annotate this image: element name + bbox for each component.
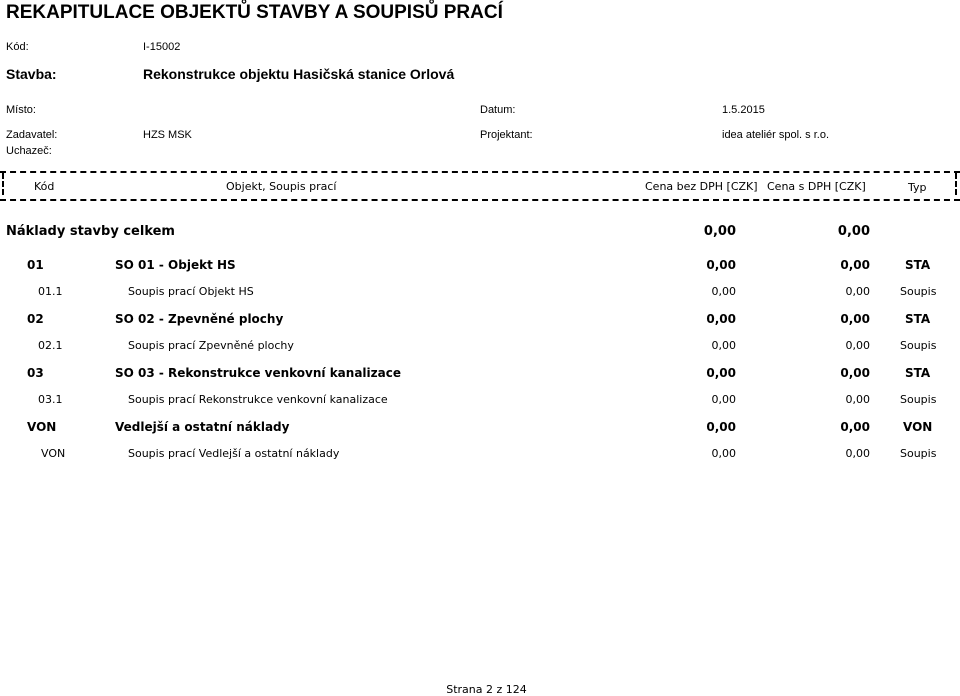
col-header-objekt: Objekt, Soupis prací <box>226 180 337 193</box>
table-row-name: Soupis prací Objekt HS <box>128 285 254 298</box>
table-row-kod: 02.1 <box>38 339 63 352</box>
col-header-cena-bez: Cena bez DPH [CZK] <box>645 180 758 193</box>
stavba-value: Rekonstrukce objektu Hasičská stanice Orlová <box>143 66 455 82</box>
table-row-typ: STA <box>905 258 931 272</box>
table-row-cena-s: 0,00 <box>840 420 870 434</box>
table-row-typ: Soupis <box>900 447 937 460</box>
header-right-border <box>955 173 957 195</box>
table-row-cena-bez: 0,00 <box>711 393 736 406</box>
table-row-name: Soupis prací Zpevněné plochy <box>128 339 294 352</box>
kod-label: Kód: <box>6 41 29 53</box>
table-row-cena-s: 0,00 <box>845 339 870 352</box>
total-cena-s: 0,00 <box>837 224 870 239</box>
table-row-kod: 03 <box>27 366 44 380</box>
datum-label: Datum: <box>480 104 516 116</box>
stavba-label: Stavba: <box>6 66 57 82</box>
total-label: Náklady stavby celkem <box>6 224 175 239</box>
table-row-kod: VON <box>27 420 57 434</box>
table-row-cena-s: 0,00 <box>845 393 870 406</box>
table-row-kod: 03.1 <box>38 393 63 406</box>
table-row-cena-bez: 0,00 <box>711 447 736 460</box>
table-row-cena-bez: 0,00 <box>711 339 736 352</box>
table-row-typ: Soupis <box>900 339 937 352</box>
table-row-name: SO 03 - Rekonstrukce venkovní kanalizace <box>115 366 401 380</box>
header-bottom-border <box>0 199 960 201</box>
projektant-label: Projektant: <box>480 129 533 141</box>
table-row-cena-bez: 0,00 <box>706 258 736 272</box>
misto-label: Místo: <box>6 104 36 116</box>
table-row-name: SO 02 - Zpevněné plochy <box>115 312 284 326</box>
total-cena-bez: 0,00 <box>703 224 736 239</box>
zadavatel-value: HZS MSK <box>143 129 192 141</box>
page-number: Strana 2 z 124 <box>446 683 527 696</box>
table-row-cena-s: 0,00 <box>845 447 870 460</box>
table-row-typ: STA <box>905 312 931 326</box>
table-row-cena-s: 0,00 <box>840 366 870 380</box>
table-row-typ: STA <box>905 366 931 380</box>
table-row-kod: 02 <box>27 312 44 326</box>
kod-value: I-15002 <box>143 41 181 53</box>
uchazec-label: Uchazeč: <box>6 145 52 157</box>
table-row-name: Soupis prací Vedlejší a ostatní náklady <box>128 447 340 460</box>
projektant-value: idea ateliér spol. s r.o. <box>722 129 830 141</box>
table-row-cena-bez: 0,00 <box>706 312 736 326</box>
col-header-typ: Typ <box>908 181 927 194</box>
table-row-kod: VON <box>41 447 66 460</box>
table-row-cena-bez: 0,00 <box>706 420 736 434</box>
col-header-kod: Kód <box>34 180 55 193</box>
datum-value: 1.5.2015 <box>722 104 765 116</box>
table-row-cena-bez: 0,00 <box>706 366 736 380</box>
table-row-cena-s: 0,00 <box>840 312 870 326</box>
header-top-border <box>0 171 960 173</box>
table-row-name: Vedlejší a ostatní náklady <box>115 420 290 434</box>
table-row-cena-s: 0,00 <box>845 285 870 298</box>
col-header-cena-s: Cena s DPH [CZK] <box>767 180 866 193</box>
page-title: REKAPITULACE OBJEKTŮ STAVBY A SOUPISŮ PRACÍ <box>6 2 503 23</box>
header-left-border <box>2 173 4 195</box>
table-row-name: SO 01 - Objekt HS <box>115 258 236 272</box>
table-row-cena-bez: 0,00 <box>711 285 736 298</box>
table-row-cena-s: 0,00 <box>840 258 870 272</box>
zadavatel-label: Zadavatel: <box>6 129 58 141</box>
table-row-kod: 01.1 <box>38 285 63 298</box>
table-row-kod: 01 <box>27 258 44 272</box>
table-row-typ: Soupis <box>900 393 937 406</box>
table-row-typ: Soupis <box>900 285 937 298</box>
table-row-name: Soupis prací Rekonstrukce venkovní kanalizace <box>128 393 388 406</box>
table-row-typ: VON <box>903 420 933 434</box>
